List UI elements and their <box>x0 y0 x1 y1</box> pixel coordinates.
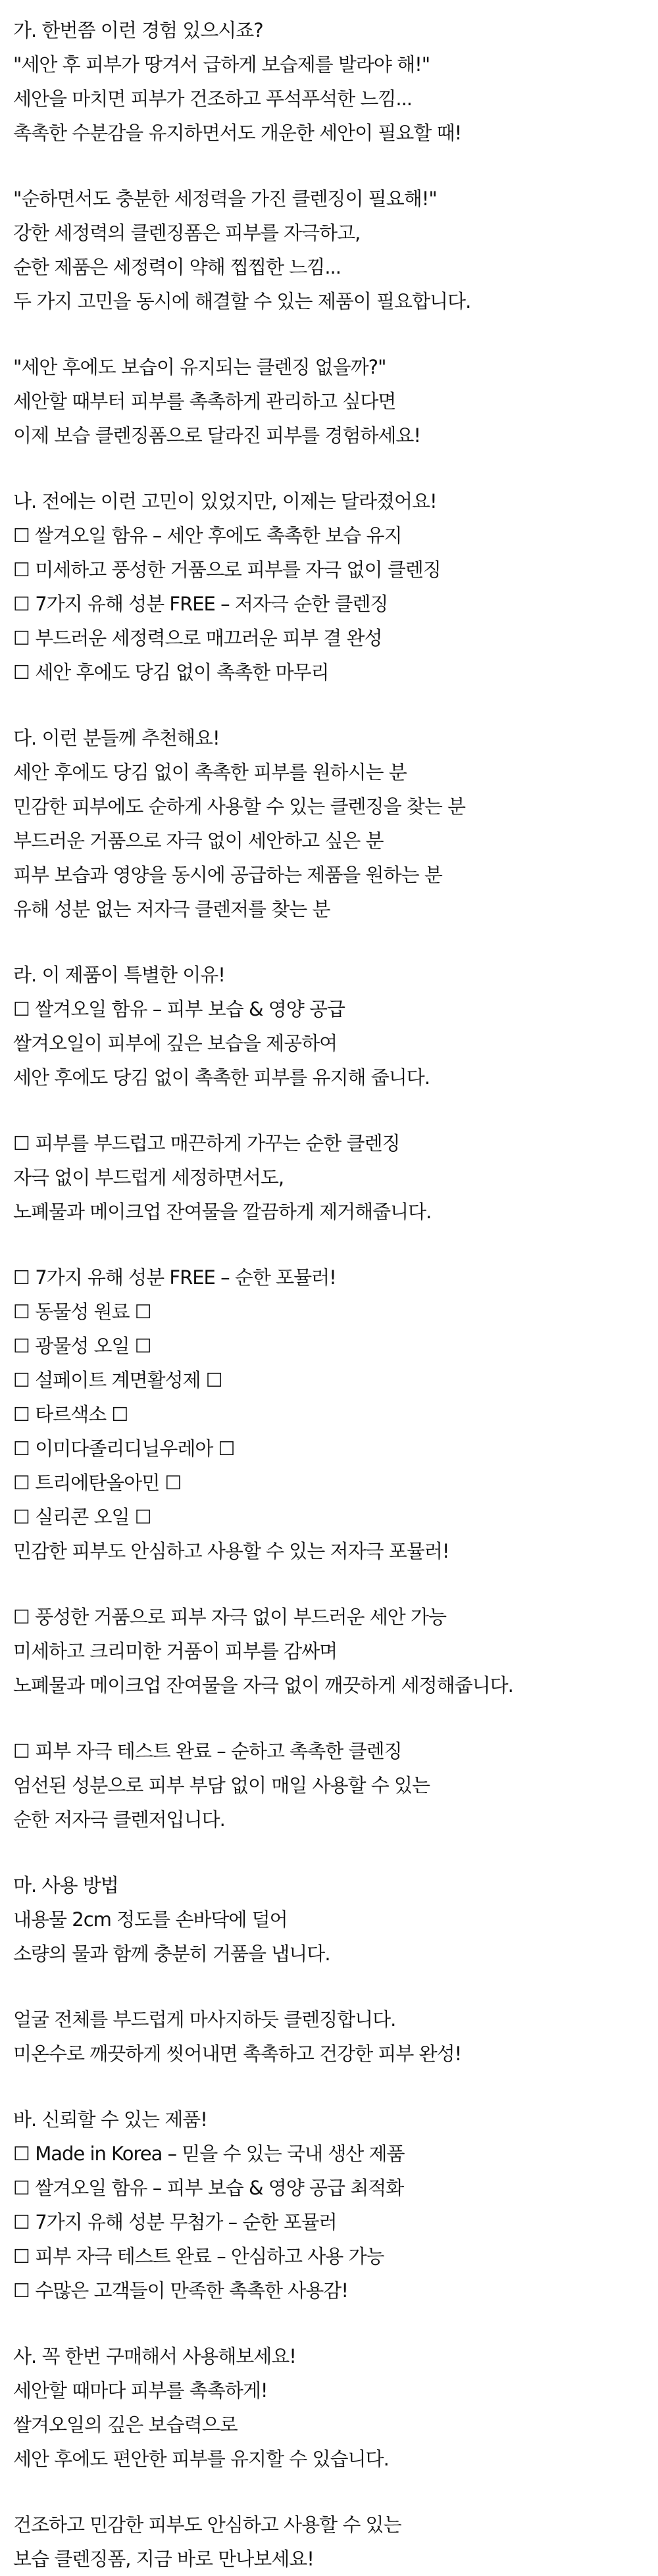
text-line: ☐ 쌀겨오일 함유 – 피부 보습 & 영양 공급 <box>13 998 345 1020</box>
text-section <box>13 2339 658 2476</box>
text-section <box>13 350 658 453</box>
section-heading-line: 가. 한번쯤 이런 경험 있으시죠? <box>13 19 263 41</box>
text-section <box>13 1734 658 1837</box>
section-spacer <box>13 1971 658 2002</box>
text-line: ☐ 쌀겨오일 함유 – 피부 보습 & 영양 공급 최적화 <box>13 2177 404 2199</box>
text-line: 순한 저자극 클렌저입니다. <box>13 1808 225 1831</box>
text-line: 보습 클렌징폼, 지금 바로 만나보세요! <box>13 2548 314 2570</box>
text-line: 민감한 피부에도 순하게 사용할 수 있는 클렌징을 찾는 분 <box>13 795 466 818</box>
text-line: 두 가지 고민을 동시에 해결할 수 있는 제품이 필요합니다. <box>13 290 471 312</box>
text-line: 세안을 마치면 피부가 건조하고 푸석푸석한 느낌... <box>13 87 413 110</box>
text-line: 미세하고 크리미한 거품이 피부를 감싸며 <box>13 1640 338 1662</box>
text-line: ☐ 실리콘 오일 ☐ <box>13 1506 151 1528</box>
text-line: 내용물 2cm 정도를 손바닥에 덜어 <box>13 1908 288 1931</box>
text-line: 세안 후에도 당김 없이 촉촉한 피부를 원하시는 분 <box>13 761 407 783</box>
text-line: ☐ 7가지 유해 성분 무첨가 – 순한 포뮬러 <box>13 2211 337 2233</box>
text-line: 이제 보습 클렌징폼으로 달라진 피부를 경험하세요! <box>13 424 421 447</box>
text-section <box>13 1126 658 1229</box>
text-line: ☐ 쌀겨오일 함유 – 세안 후에도 촉촉한 보습 유지 <box>13 524 402 547</box>
section-heading-line: 마. 사용 방법 <box>13 1874 118 1896</box>
text-line: ☐ 수많은 고객들이 만족한 촉촉한 사용감! <box>13 2279 348 2302</box>
section-heading-line: ☐ 피부 자극 테스트 완료 – 순하고 촉촉한 클렌징 <box>13 1740 402 1762</box>
text-line: 순한 제품은 세정력이 약해 찝찝한 느낌... <box>13 256 341 278</box>
text-line: 부드러운 거품으로 자극 없이 세안하고 싶은 분 <box>13 830 384 852</box>
section-spacer <box>13 318 658 350</box>
text-line: 강한 세정력의 클렌징폼은 피부를 자극하고, <box>13 222 361 244</box>
section-spacer <box>13 2476 658 2508</box>
section-heading-line: "순하면서도 충분한 세정력을 가진 클렌징이 필요해!" <box>13 187 437 210</box>
section-heading-line: ☐ 풍성한 거품으로 피부 자극 없이 부드러운 세안 가능 <box>13 1606 447 1628</box>
text-section <box>13 1260 658 1568</box>
text-section <box>13 2102 658 2308</box>
text-section <box>13 958 658 1095</box>
section-heading-line: ☐ 피부를 부드럽고 매끈하게 가꾸는 순한 클렌징 <box>13 1132 400 1154</box>
text-line: ☐ 광물성 오일 ☐ <box>13 1335 151 1357</box>
text-line: ☐ 미세하고 풍성한 거품으로 피부를 자극 없이 클렌징 <box>13 558 441 581</box>
text-section <box>13 2508 658 2576</box>
section-heading-line: 라. 이 제품이 특별한 이유! <box>13 964 225 986</box>
text-section <box>13 182 658 318</box>
text-line: ☐ 이미다졸리디닐우레아 ☐ <box>13 1437 235 1460</box>
text-line: 쌀겨오일의 깊은 보습력으로 <box>13 2414 238 2436</box>
text-line: 소량의 물과 함께 충분히 거품을 냅니다. <box>13 1943 330 1965</box>
section-spacer <box>13 926 658 958</box>
text-line: 미온수로 깨끗하게 씻어내면 촉촉하고 건강한 피부 완성! <box>13 2043 462 2065</box>
text-section <box>13 2002 658 2071</box>
text-line: 세안 후에도 편안한 피부를 유지할 수 있습니다. <box>13 2448 389 2470</box>
text-line: ☐ 트리에탄올아민 ☐ <box>13 1472 182 1494</box>
section-heading-line: 나. 전에는 이런 고민이 있었지만, 이제는 달라졌어요! <box>13 490 437 512</box>
text-line: 세안할 때마다 피부를 촉촉하게! <box>13 2379 268 2402</box>
text-section <box>13 721 658 926</box>
section-heading-line: 바. 신뢰할 수 있는 제품! <box>13 2108 207 2131</box>
text-line: ☐ 설페이트 계면활성제 ☐ <box>13 1369 222 1391</box>
text-line: 노폐물과 메이크업 잔여물을 깔끔하게 제거해줍니다. <box>13 1201 432 1223</box>
section-spacer <box>13 1095 658 1126</box>
text-line: 민감한 피부도 안심하고 사용할 수 있는 저자극 포뮬러! <box>13 1540 449 1562</box>
section-spacer <box>13 1702 658 1734</box>
section-heading-line: 얼굴 전체를 부드럽게 마사지하듯 클렌징합니다. <box>13 2008 396 2031</box>
text-line: ☐ Made in Korea – 믿을 수 있는 국내 생산 제품 <box>13 2143 405 2165</box>
text-line: 촉촉한 수분감을 유지하면서도 개운한 세안이 필요할 때! <box>13 122 462 144</box>
section-heading-line: 다. 이런 분들께 추천해요! <box>13 727 220 749</box>
text-line: ☐ 피부 자극 테스트 완료 – 안심하고 사용 가능 <box>13 2245 384 2267</box>
text-line: 피부 보습과 영양을 동시에 공급하는 제품을 원하는 분 <box>13 864 442 886</box>
text-line: ☐ 7가지 유해 성분 FREE – 저자극 순한 클렌징 <box>13 593 388 615</box>
text-section <box>13 484 658 689</box>
text-line: ☐ 동물성 원료 ☐ <box>13 1300 151 1323</box>
section-spacer <box>13 1837 658 1868</box>
text-line: "세안 후 피부가 땅겨서 급하게 보습제를 발라야 해!" <box>13 53 430 76</box>
section-spacer <box>13 2308 658 2339</box>
text-section <box>13 1600 658 1702</box>
text-line: 유해 성분 없는 저자극 클렌저를 찾는 분 <box>13 898 330 920</box>
text-section <box>13 13 658 150</box>
section-spacer <box>13 2071 658 2102</box>
section-heading-line: 사. 꼭 한번 구매해서 사용해보세요! <box>13 2345 296 2367</box>
section-heading-line: 건조하고 민감한 피부도 안심하고 사용할 수 있는 <box>13 2514 401 2536</box>
text-line: 자극 없이 부드럽게 세정하면서도, <box>13 1166 284 1189</box>
text-line: ☐ 타르색소 ☐ <box>13 1403 128 1425</box>
section-spacer <box>13 1229 658 1260</box>
text-line: 엄선된 성분으로 피부 부담 없이 매일 사용할 수 있는 <box>13 1774 430 1796</box>
section-spacer <box>13 1568 658 1600</box>
section-heading-line: ☐ 7가지 유해 성분 FREE – 순한 포뮬러! <box>13 1266 336 1289</box>
section-heading-line: "세안 후에도 보습이 유지되는 클렌징 없을까?" <box>13 356 386 378</box>
text-line: 쌀겨오일이 피부에 깊은 보습을 제공하여 <box>13 1032 338 1054</box>
section-spacer <box>13 689 658 721</box>
text-line: ☐ 세안 후에도 당김 없이 촉촉한 마무리 <box>13 661 329 683</box>
section-spacer <box>13 150 658 182</box>
text-line: 노폐물과 메이크업 잔여물을 자극 없이 깨끗하게 세정해줍니다. <box>13 1674 513 1697</box>
text-line: 세안할 때부터 피부를 촉촉하게 관리하고 싶다면 <box>13 390 396 412</box>
section-spacer <box>13 453 658 484</box>
text-line: 세안 후에도 당김 없이 촉촉한 피부를 유지해 줍니다. <box>13 1066 430 1089</box>
text-line: ☐ 부드러운 세정력으로 매끄러운 피부 결 완성 <box>13 627 382 649</box>
text-section <box>13 1868 658 1971</box>
